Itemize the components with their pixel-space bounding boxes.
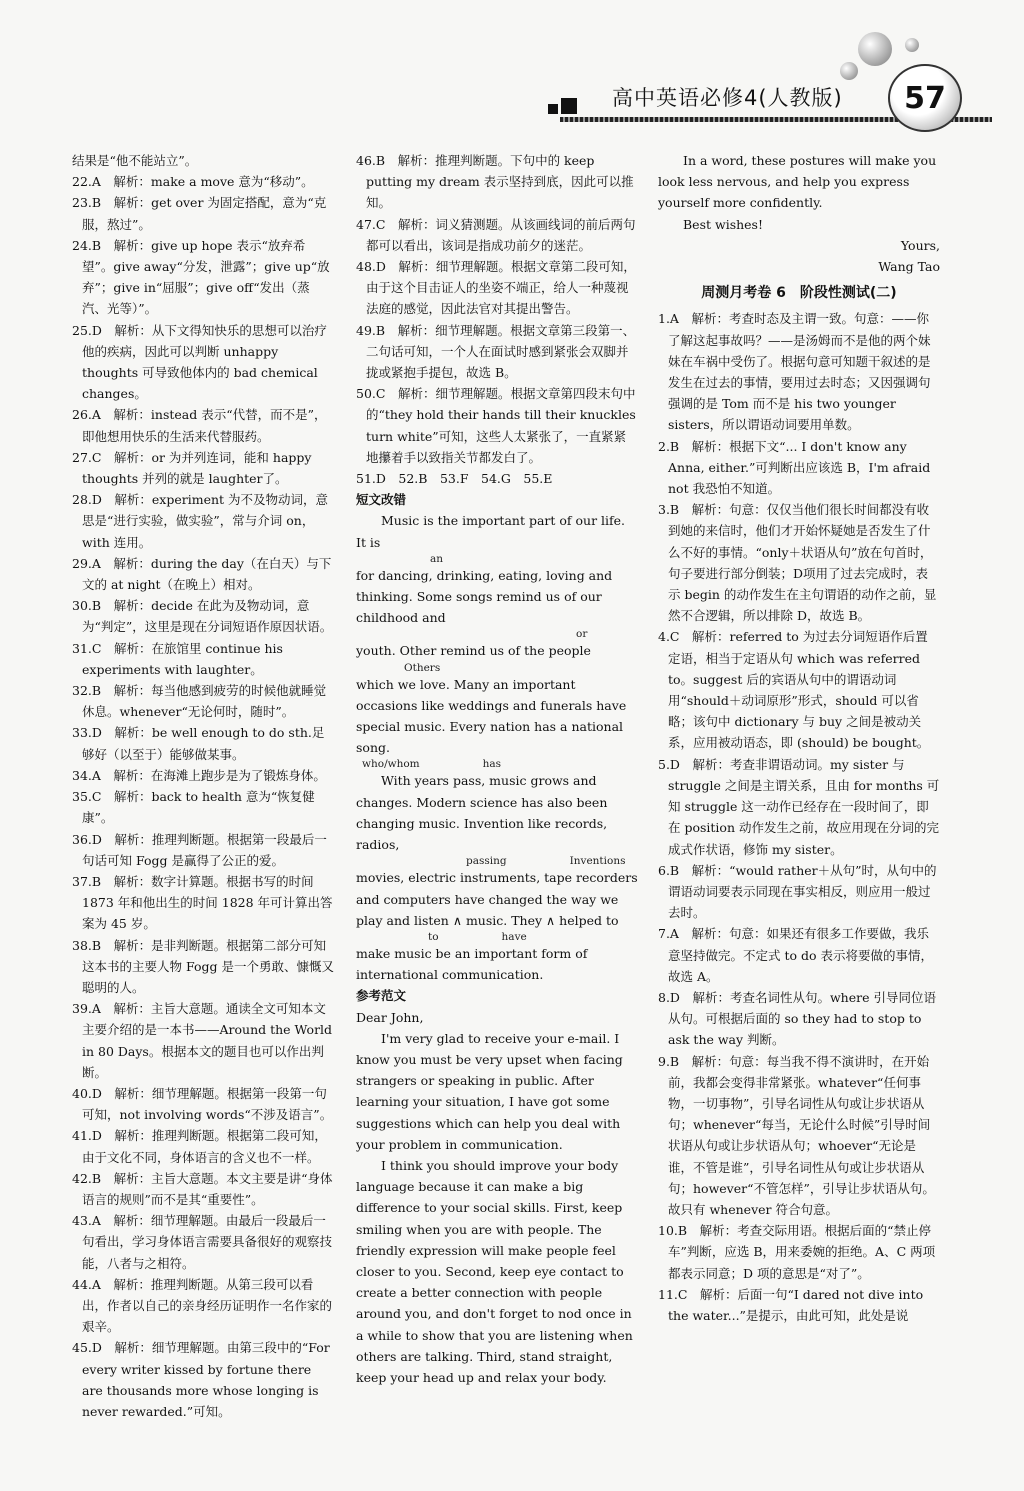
answer-entry: 30.B 解析：decide 在此为及物动词，意为“判定”，这里是现在分词短语作原因状语。	[72, 598, 333, 635]
answer-entry: 50.C 解析：细节理解题。根据文章第四段末句中的“they hold their hands till their knuckles turn white”可知，这些人太紧张了，一直紧紧地攥着手以致指关节都发白了。	[356, 386, 636, 465]
answer-entry: 26.A 解析：instead 表示“代替，而不是”，即他想用快乐的生活来代替服药。	[72, 407, 327, 444]
correction-line: which we love. Many an important occasions like weddings and funerals have special music. Every nation has a national song.	[356, 676, 627, 756]
correction-mark: or	[576, 628, 588, 641]
answer-entry: 25.D 解析：从下文得知快乐的思想可以治疗他的疾病，因此可以判断 unhappy thoughts 可导致他体内的 bad chemical changes。	[72, 322, 327, 402]
answer-entry: 44.A 解析：推理判断题。从第三段可以看出，作者以自己的亲身经历证明作一名作家的艰辛。	[72, 1276, 333, 1335]
answer-entry: 35.C 解析：back to health 意为“恢复健康”。	[72, 789, 315, 826]
essay-greeting: Dear John,	[356, 1009, 424, 1025]
answer-row: 51.D 52.B 53.F 54.G 55.E	[356, 471, 553, 487]
section-heading: 短文改错	[356, 492, 407, 508]
correction-mark: an	[430, 552, 444, 565]
test-heading: 周测月考卷 6 阶段性测试(二)	[701, 285, 897, 302]
header-squares-icon	[548, 98, 580, 118]
decorative-bubble-icon	[840, 62, 858, 80]
answer-entry: 6.B 解析：“would rather＋从句”时，从句中的谓语动词要表示同现在事实相反，则应用一般过去时。	[658, 862, 937, 921]
decorative-bubble-icon	[858, 32, 892, 66]
answer-entry: 40.D 解析：细节理解题。根据第一段第一句可知，not involving words“不涉及语言”。	[72, 1085, 333, 1123]
section-heading: 参考范文	[356, 988, 407, 1004]
answer-entry: 48.D 解析：细节理解题。根据文章第二段可知，由于这个目击证人的坐姿不端正，给人一种蔑视法庭的感觉，因此法官对其提出警告。	[356, 259, 636, 317]
decorative-bubble-icon	[905, 38, 919, 52]
correction-mark: to have	[428, 930, 527, 943]
answer-entry: 47.C 解析：词义猜测题。从该画线词的前后两句都可以看出，该词是指成功前夕的迷茫。	[356, 216, 636, 253]
answer-entry: 49.B 解析：细节理解题。根据文章第三段第一、二句话可知，一个人在面试时感到紧张会双脚并拢或紧抱手提包，故选 B。	[356, 322, 636, 381]
answer-entry: 43.A 解析：细节理解题。由最后一段最后一句看出，学习身体语言需要具备很好的观察技能，八者与之相符。	[72, 1213, 333, 1271]
essay-yours: Yours,	[900, 237, 940, 253]
answer-entry: 24.B 解析：give up hope 表示“放弃希望”。give away“分发，泄露”；give up“放弃”；give in“屈服”；give off“发出（蒸汽、光等）”。	[72, 237, 330, 317]
correction-line: youth. Other remind us of the people	[356, 643, 591, 659]
answer-entry: 28.D 解析：experiment 为不及物动词，意思是“进行实验，做实验”，常与介词 on，with 连用。	[72, 492, 329, 550]
answer-entry: 33.D 解析：be well enough to do sth.足够好（以至于）能够做某事。	[72, 725, 325, 762]
essay-paragraph: In a word, these postures will make you look less nervous, and help you express yourself more confidently.	[658, 153, 937, 211]
answer-entry: 36.D 解析：推理判断题。根据第一段最后一句话可知 Fogg 是赢得了公正的爱。	[72, 831, 327, 868]
answer-entry: 27.C 解析：or 为并列连词，能和 happy thoughts 并列的就是 laughter了。	[72, 449, 312, 487]
correction-mark: Others	[404, 661, 441, 674]
column-2	[356, 150, 638, 1388]
essay-paragraph: I'm very glad to receive your e-mail. I know you must be very upset when facing strangers or speaking in public. After learning your situation, I have got some suggestions which can help you deal with your problem in communication.	[356, 1030, 623, 1152]
answer-entry: 37.B 解析：数字计算题。根据书写的时间 1873 年和他出生的时间 1828 年可计算出答案为 45 岁。	[72, 873, 333, 932]
correction-line: make music be an important form of international communication.	[356, 945, 588, 983]
answer-entry: 5.D 解析：考查非谓语动词。my sister 与 struggle 之间是主谓关系，且由 for months 可知 struggle 这一动作已经存在一段时间了，即在 position 动作发生之前，故应用现在分词的完成式作状语，修饰 my sister。	[658, 756, 940, 857]
answer-entry: 4.C 解析：referred to 为过去分词短语作后置定语，相当于定语从句 which was referred to。suggest 后的宾语从句中的谓语动词用“should＋动词原形”形式，should 可以省略；该句中 dictionary 与 buy 之间是被动关系，应用被动语态，即 (should) be bought。	[658, 629, 930, 751]
answer-entry: 9.B 解析：句意：每当我不得不演讲时，在开始前，我都会变得非常紧张。whatever“任何事物，一切事物”，引导名词性从句或让步状语从句；whenever“每当，无论什么时候”引导时间状语从句或让步状语从句；whoever“无论是谁，不管是谁”，引导名词性从句或让步状语从句；however“不管怎样”，引导让步状语从句。故只有 whenever 符合句意。	[658, 1053, 935, 1217]
answer-entry: 41.D 解析：推理判断题。根据第二段可知，由于文化不同，身体语言的含义也不一样。	[72, 1128, 327, 1165]
column-1	[72, 150, 334, 1422]
answer-entry: 42.B 解析：主旨大意题。本文主要是讲“身体语言的规则”而不是其“重要性”。	[72, 1170, 333, 1207]
page-header	[0, 0, 1024, 140]
book-title: 高中英语必修4(人教版)	[612, 86, 843, 110]
answer-entry: 结果是“他不能站立”。	[72, 153, 198, 168]
page-number: 57	[888, 64, 962, 132]
correction-mark: who/whom has	[362, 758, 502, 771]
answer-entry: 2.B 解析：根据下文“... I don't know any Anna, either.”可判断出应该选 B，I'm afraid not 我恐怕不知道。	[658, 438, 931, 497]
answer-entry: 7.A 解析：句意：如果还有很多工作要做，我乐意坚持做完。不定式 to do 表示将要做的事情，故选 A。	[658, 926, 933, 984]
column-3	[658, 150, 940, 1326]
answer-entry: 34.A 解析：在海滩上跑步是为了锻炼身体。	[72, 767, 326, 783]
answer-entry: 31.C 解析：在旅馆里 continue his experiments with laughter。	[72, 640, 283, 677]
answer-entry: 46.B 解析：推理判断题。下句中的 keep putting my dream 表示坚持到底，因此可以推知。	[356, 153, 634, 211]
correction-line: With years pass, music grows and changes. Modern science has also been changing music. Invention like records, radios,	[356, 773, 608, 853]
answer-entry: 45.D 解析：细节理解题。由第三段中的“For every writer kissed by fortune there are thousands more whose longing is never rewarded.”可知。	[72, 1340, 330, 1419]
answer-entry: 29.A 解析：during the day（在白天）与下文的 at night（在晚上）相对。	[72, 555, 332, 593]
answer-entry: 39.A 解析：主旨大意题。通读全文可知本文主要介绍的是一本书——Around the World in 80 Days。根据本文的题目也可以作出判断。	[72, 1001, 333, 1080]
answer-entry: 1.A 解析：考查时态及主谓一致。句意：——你了解这起事故吗？——是汤姆而不是他的两个妹妹在车祸中受伤了。根据句意可知题干叙述的是发生在过去的事情，要用过去时态；又因强调句强调的是 Tom 而不是 his two younger sisters，所以谓语动词要用单数。	[658, 311, 931, 433]
answer-entry: 23.B 解析：get over 为固定搭配，意为“克服，熬过”。	[72, 195, 327, 232]
answer-entry: 3.B 解析：句意：仅仅当他们很长时间都没有收到她的来信时，他们才开始怀疑她是否发生了什么不好的事情。“only＋状语从句”放在句首时，句子要进行部分倒装；D项用了过去完成时，表示 begin 的动作发生在主句谓语的动作之前，显然不合逻辑，所以排除 D，故选 B。	[658, 502, 937, 624]
correction-line: Music is the important part of our life. It is	[356, 513, 626, 550]
essay-sign-off: Best wishes!	[683, 216, 763, 232]
answer-entry: 22.A 解析：make a move 意为“移动”。	[72, 174, 314, 190]
correction-line: for dancing, drinking, eating, loving and thinking. Some songs remind us of our childhood and	[356, 567, 613, 626]
correction-line: movies, electric instruments, tape recorders and computers have changed the way we play and listen ∧ music. They ∧ helped to	[356, 870, 638, 928]
answer-entry: 10.B 解析：考查交际用语。根据后面的“禁止停车”判断，应选 B，用来委婉的拒绝。A、C 两项都表示同意；D 项的意思是“对了”。	[658, 1223, 936, 1281]
essay-paragraph: I think you should improve your body language because it can make a big difference to your social skills. First, keep smiling when you are with people. The friendly expression will make people feel closer to you. Second, keep eye contact to create a better connection with people around you, and don't forget to nod once in a while to show that you are listening when others are talking. Third, stand straight, keep your head up and relax your body.	[356, 1157, 633, 1385]
answer-entry: 11.C 解析：后面一句“I dared not dive into the water...”是提示，由此可知，此处是说	[658, 1286, 924, 1323]
answer-entry: 38.B 解析：是非判断题。根据第二部分可知这本书的主要人物 Fogg 是一个勇敢、慷慨又聪明的人。	[72, 937, 334, 995]
answer-entry: 8.D 解析：考查名词性从句。where 引导同位语从句。可根据后面的 so they had to stop to ask the way 判断。	[658, 989, 936, 1048]
answer-entry: 32.B 解析：每当他感到疲劳的时候他就睡觉休息。whenever“无论何时，随时”。	[72, 683, 327, 720]
essay-signature: Wang Tao	[878, 259, 940, 275]
correction-mark: passing Inventions	[466, 855, 626, 868]
